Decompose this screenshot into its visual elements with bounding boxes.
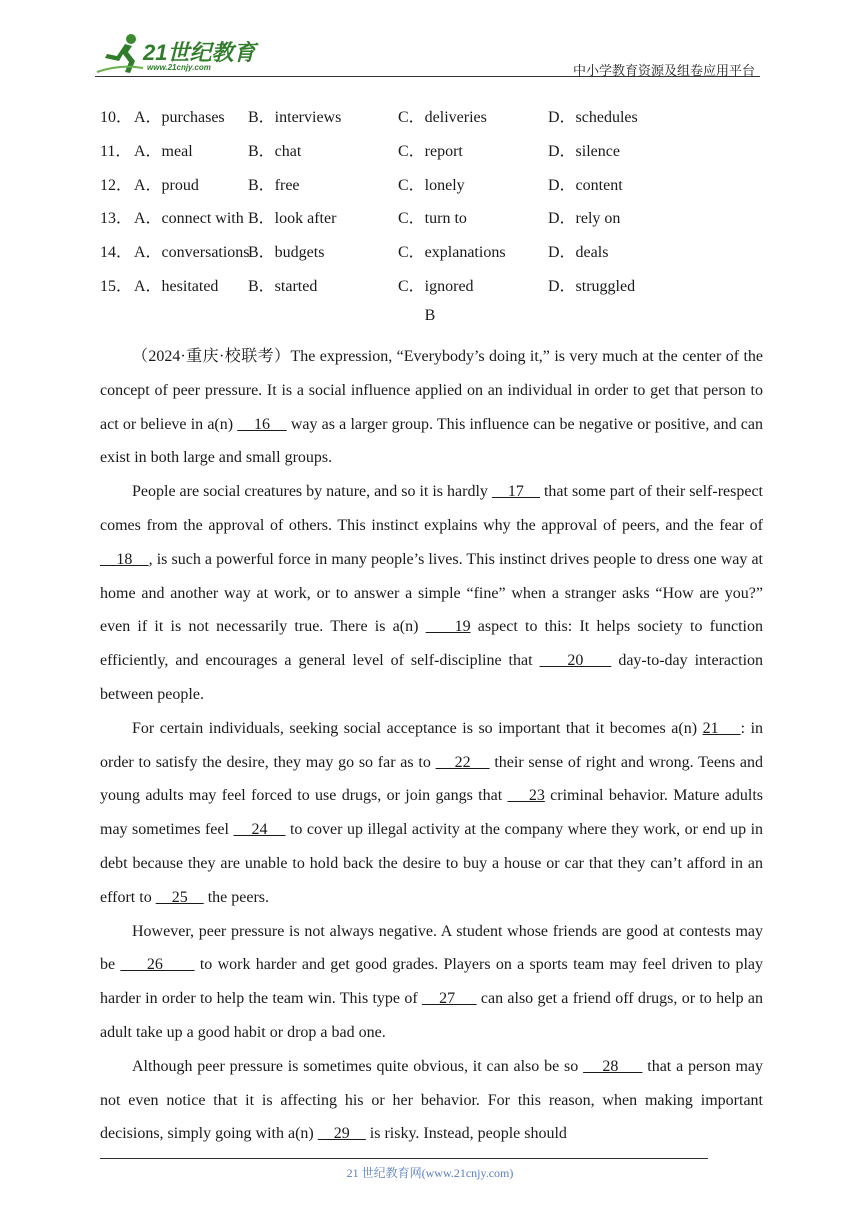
option-d: D．content	[548, 176, 623, 194]
blank-25: 25	[155, 888, 204, 906]
paragraph-2	[100, 475, 763, 712]
passage-text: Although peer pressure is sometimes quite obvious, it can also be so	[132, 1057, 584, 1075]
option-c: C．turn to	[398, 210, 467, 228]
option-c: C．lonely	[398, 176, 465, 194]
option-d: D．silence	[548, 142, 620, 160]
blank-29: 29	[317, 1125, 366, 1143]
blank-16: 16	[237, 415, 287, 433]
option-b: B．started	[248, 277, 318, 295]
option-a: A．purchases	[134, 109, 225, 126]
blank-24: 24	[233, 821, 286, 839]
section-title: B	[424, 307, 436, 324]
option-d: D．schedules	[548, 109, 638, 126]
question-number: 14．	[100, 244, 133, 262]
passage-text: that a person may not even notice that it is affecting his or her behavior. For this reason, when making important decisions, simply going with a(n)	[100, 1057, 764, 1143]
paragraph-1	[100, 340, 763, 475]
passage-text: that some part of their self-respect comes from the approval of others. This instinct explains why the approval of peers, and the fear of	[100, 483, 763, 534]
option-a: A．conversations	[134, 244, 250, 262]
blank-28: 28	[583, 1057, 643, 1075]
passage-text: day-to-day interaction between people.	[100, 652, 764, 703]
passage-text: However, peer pressure is not always negative. A student whose friends are good at contests may be	[100, 922, 763, 974]
passage-text: is risky. Instead, people should	[365, 1125, 567, 1143]
blank-27: 27	[421, 990, 477, 1008]
question-number: 12．	[100, 176, 133, 194]
option-d: D．struggled	[548, 277, 636, 295]
passage-text: to work harder and get good grades. Players on a sports team may feel driven to play harder in order to help the team win. This type of	[100, 956, 763, 1008]
option-b: B．chat	[248, 142, 302, 160]
passage-text: to cover up illegal activity at the company where they work, or end up in debt because they are unable to hold back the desire to buy a house or car that they can’t afford in an effort to	[100, 821, 764, 906]
option-b: B．budgets	[248, 244, 325, 262]
option-a: A．meal	[134, 142, 193, 160]
paragraph-5	[100, 1050, 763, 1151]
option-c: C．deliveries	[398, 109, 487, 126]
site-logo[interactable]	[95, 32, 265, 76]
reading-passage	[100, 340, 763, 1151]
blank-23: 23	[507, 787, 545, 805]
paragraph-3	[100, 712, 763, 915]
passage-text: （2024·重庆·校联考）The expression, “Everybody’s doing it,” is very much at the center of the concept of peer pressure. It is a social influence applied on an individual in order to get that person to act or believe in a(n)	[100, 348, 763, 433]
passage-text: can also get a friend off drugs, or to help an adult take up a good habit or drop a bad one.	[100, 990, 764, 1041]
paragraph-4	[100, 915, 763, 1050]
option-a: A．connect with	[134, 210, 244, 228]
question-number: 13．	[100, 210, 133, 228]
blank-19: 19	[425, 618, 471, 636]
blank-20: 20	[539, 652, 612, 670]
question-number: 11．	[100, 142, 132, 160]
option-b: B．free	[248, 176, 300, 194]
passage-text: : in order to satisfy the desire, they may go so far as to	[100, 719, 764, 771]
option-b: B．interviews	[248, 109, 342, 126]
passage-text: For certain individuals, seeking social acceptance is so important that it becomes a(n)	[132, 719, 703, 737]
passage-text: People are social creatures by nature, and so it is hardly	[132, 483, 492, 501]
passage-text: , is such a powerful force in many people’s lives. This instinct drives people to dress one way at home and another way at work, or to answer a simple “fine” when a stranger asks “How are you?” even if it is not necessarily true. There is a(n)	[100, 550, 764, 636]
question-number: 10．	[100, 109, 133, 126]
logo-text: 21世纪教育	[143, 40, 256, 65]
option-b: B．look after	[248, 210, 337, 228]
question-number: 15．	[100, 277, 133, 295]
option-a: A．hesitated	[134, 277, 219, 295]
header-divider	[95, 76, 760, 77]
option-d: D．rely on	[548, 210, 621, 228]
footer-link[interactable]: 21 世纪教育网(www.21cnjy.com)	[346, 1166, 514, 1180]
footer-divider	[100, 1158, 708, 1159]
blank-17: 17	[491, 483, 540, 501]
blank-22: 22	[435, 753, 490, 771]
blank-18: 18	[100, 550, 149, 568]
option-a: A．proud	[134, 176, 199, 194]
blank-21: 21	[702, 719, 741, 737]
platform-name: 中小学教育资源及组卷应用平台	[572, 63, 755, 78]
passage-text: way as a larger group. This influence can be negative or positive, and can exist in both large and small groups.	[100, 415, 764, 467]
runner-logo-icon	[95, 32, 145, 76]
passage-text: the peers.	[203, 888, 269, 906]
passage-text: criminal behavior. Mature adults may sometimes feel	[100, 787, 764, 839]
option-d: D．deals	[548, 244, 609, 262]
option-c: C．explanations	[398, 244, 506, 262]
logo-url: www.21cnjy.com	[147, 63, 211, 72]
option-c: C．report	[398, 142, 463, 160]
option-c: C．ignored	[398, 277, 474, 295]
passage-text: aspect to this: It helps society to function efficiently, and encourages a general level of self-discipline that	[100, 618, 763, 670]
page-header	[95, 30, 760, 80]
blank-26: 26	[120, 956, 195, 974]
passage-text: their sense of right and wrong. Teens and young adults may feel forced to use drugs, or join gangs that	[100, 753, 764, 805]
